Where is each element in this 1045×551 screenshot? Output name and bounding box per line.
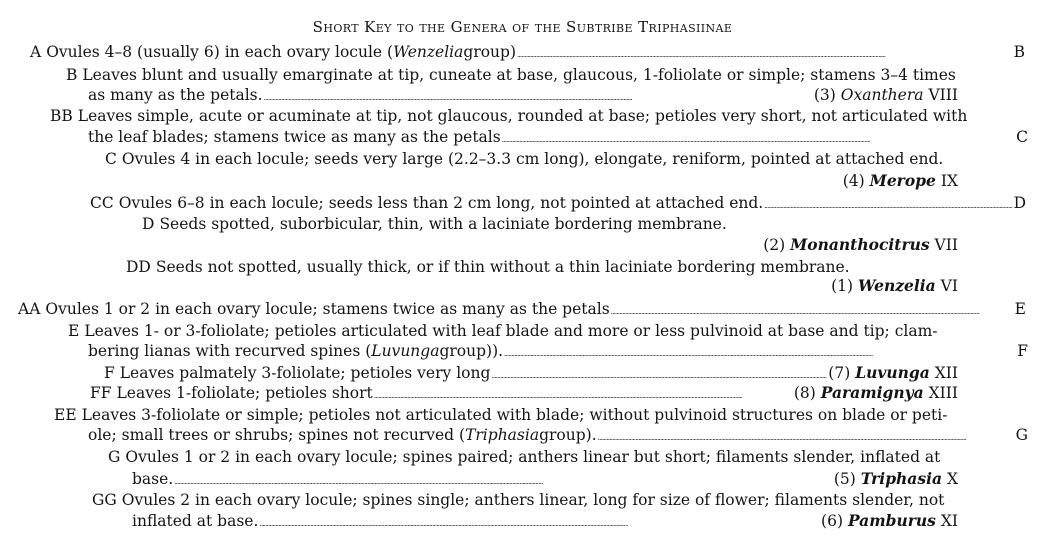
genus-name: Wenzelia <box>857 276 936 295</box>
key-line-g: G Ovules 1 or 2 in each ovary locule; spines paired; anthers linear but short; filaments slender, inflated at <box>108 448 941 466</box>
lead-letter: B <box>1013 43 1025 61</box>
key-line-c: C Ovules 4 in each locule; seeds very large (2.2–3.3 cm long), elongate, reniform, pointed at attached end. <box>105 150 944 168</box>
key-line-dd: DD Seeds not spotted, usually thick, or if thin without a thin laciniate bordering membrane. <box>126 258 850 276</box>
key-line-gg-cont: inflated at base. . . . (6) Pamburus XI <box>132 512 958 533</box>
key-line-d-genus: (2) Monanthocitrus VII <box>763 235 958 254</box>
leader-dots <box>517 43 1013 64</box>
leader-dots <box>598 426 1015 447</box>
key-line-bb-cont: the leaf blades; stamens twice as many as the petals . . . C <box>88 128 1028 149</box>
key-line-b: B Leaves blunt and usually emarginate at tip, cuneate at base, glaucous, 1-foliolate or simple; stamens 3–4 times <box>66 66 956 84</box>
key-line-dd-genus: (1) Wenzelia VI <box>831 276 958 295</box>
leader-dots <box>374 384 793 405</box>
lead-letter: C <box>1016 128 1028 146</box>
leader-dots <box>504 342 1016 363</box>
genus-name: Monanthocitrus <box>790 235 930 254</box>
key-line-b-cont: as many as the petals. . . . (3) Oxanthera VIII <box>88 86 958 107</box>
key-line-ee: EE Leaves 3-foliolate or simple; petioles not articulated with blade; without pulvinoid structures on blade or peti- <box>54 406 948 424</box>
leader-dots <box>764 194 1012 215</box>
key-line-e-cont: bering lianas with recurved spines ( Luvunga group)). . . . F <box>88 342 1028 363</box>
page-title: Short Key to the Genera of the Subtribe Triphasiinae <box>312 18 733 36</box>
key-line-ee-cont: ole; small trees or shrubs; spines not recurved ( Triphasia group). . . . G <box>88 426 1028 447</box>
leader-dots <box>264 86 813 107</box>
key-line-bb: BB Leaves simple, acute or acuminate at tip, not glaucous, rounded at base; petioles very short, not articulated with <box>50 107 968 125</box>
lead-letter: D <box>1013 194 1026 212</box>
genus-name: Oxanthera <box>840 86 924 104</box>
genus-name: Paramignya <box>820 383 924 402</box>
lead-letter: E <box>1014 300 1026 318</box>
genus-name: Luvunga <box>855 363 930 382</box>
genus-name: Merope <box>869 171 936 190</box>
genus-name: Pamburus <box>847 511 936 530</box>
key-line-a: A Ovules 4–8 (usually 6) in each ovary locule ( Wenzelia group) . . . B <box>30 43 1025 64</box>
key-line-gg: GG Ovules 2 in each ovary locule; spines single; anthers linear, long for size of flower; filaments slender, not <box>92 491 945 509</box>
genus-name: Triphasia <box>860 469 943 488</box>
key-line-ff: FF Leaves 1-foliolate; petioles short . . . (8) Paramignya XIII <box>90 384 958 405</box>
key-line-e: E Leaves 1- or 3-foliolate; petioles articulated with leaf blade and more or less pulvinoid at base and tip; clam- <box>68 322 938 340</box>
leader-dots <box>174 470 833 491</box>
lead-letter: G <box>1015 426 1028 444</box>
leader-dots <box>502 128 1015 149</box>
key-line-aa: AA Ovules 1 or 2 in each ovary locule; stamens twice as many as the petals . . . E <box>18 300 1026 321</box>
key-line-d: D Seeds spotted, suborbicular, thin, with a laciniate bordering membrane. <box>142 215 727 233</box>
key-line-c-genus: (4) Merope IX <box>842 171 958 190</box>
key-line-f: F Leaves palmately 3-foliolate; petioles very long . . . (7) Luvunga XII <box>104 364 958 385</box>
key-line-cc: CC Ovules 6–8 in each locule; seeds less than 2 cm long, not pointed at attached end. . . . D <box>90 194 1026 215</box>
lead-letter: F <box>1017 342 1028 360</box>
leader-dots <box>491 364 827 385</box>
key-line-g-cont: base. . . . (5) Triphasia X <box>132 470 958 491</box>
leader-dots <box>611 300 1014 321</box>
leader-dots <box>259 512 820 533</box>
